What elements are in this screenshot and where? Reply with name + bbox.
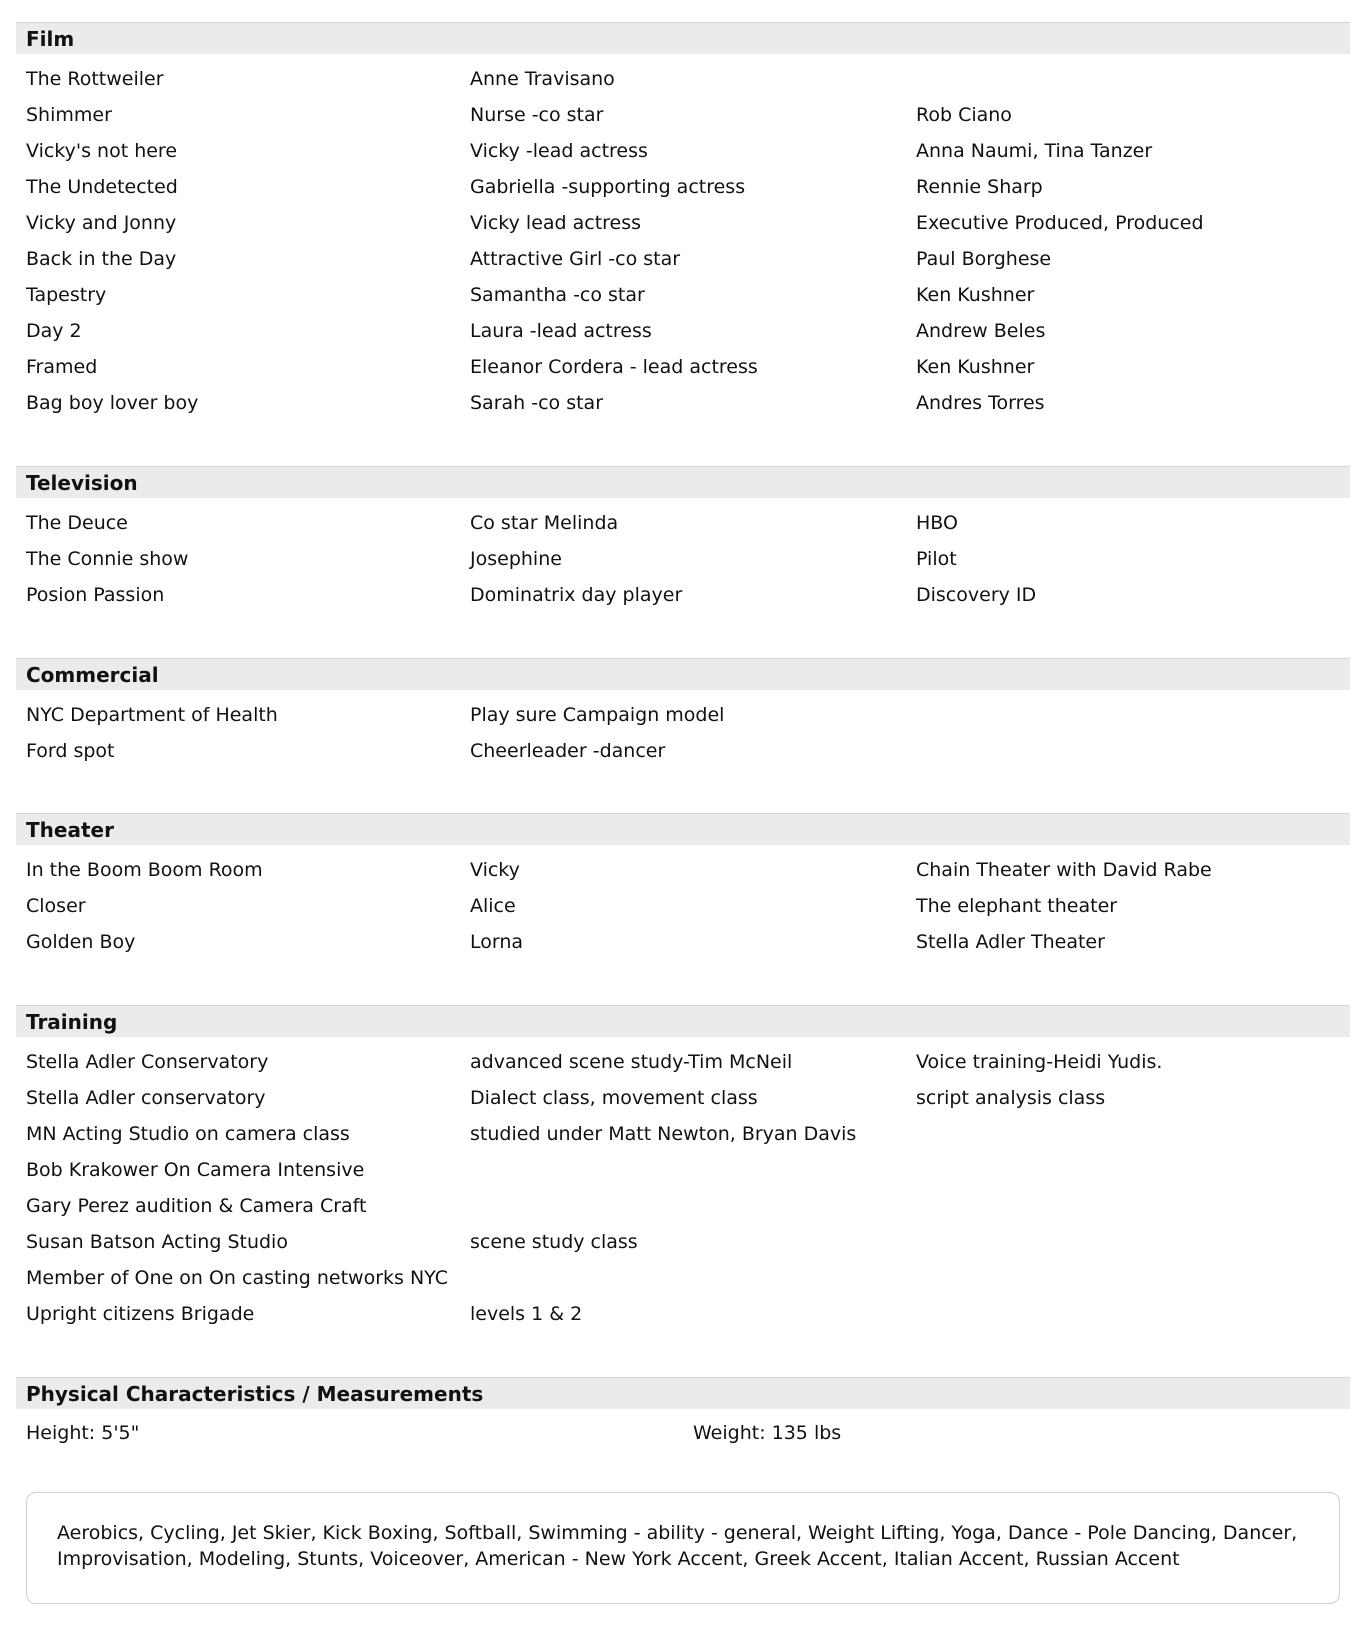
credit-row	[16, 317, 1350, 353]
credit-row	[16, 545, 1350, 581]
credit-row	[16, 1120, 1350, 1156]
commercial-section	[16, 658, 1350, 773]
credit-title: Tapestry	[26, 284, 107, 306]
credit-detail: Andres Torres	[916, 392, 1045, 414]
theater-section	[16, 813, 1350, 964]
credit-row	[16, 509, 1350, 545]
credits-list	[16, 690, 1350, 773]
credit-title: NYC Department of Health	[26, 704, 278, 726]
credit-row	[16, 353, 1350, 389]
credit-row	[16, 101, 1350, 137]
credit-role: Laura -lead actress	[470, 320, 652, 342]
credit-title: Stella Adler conservatory	[26, 1087, 266, 1109]
credit-detail: Chain Theater with David Rabe	[916, 859, 1212, 881]
credit-title: The Rottweiler	[26, 68, 164, 90]
credit-title: Framed	[26, 356, 98, 378]
section-header: Physical Characteristics / Measurements	[16, 1377, 1350, 1409]
credit-title: Bob Krakower On Camera Intensive	[26, 1159, 365, 1181]
credit-role: Vicky -lead actress	[470, 140, 648, 162]
credit-row	[16, 137, 1350, 173]
credit-title: Ford spot	[26, 740, 115, 762]
credit-detail: Ken Kushner	[916, 284, 1035, 306]
credit-role: levels 1 & 2	[470, 1303, 583, 1325]
credit-title: In the Boom Boom Room	[26, 859, 263, 881]
credit-title: Closer	[26, 895, 86, 917]
credit-role: scene study class	[470, 1231, 638, 1253]
television-section	[16, 466, 1350, 617]
credit-title: The Undetected	[26, 176, 178, 198]
credit-role: Vicky	[470, 859, 520, 881]
measurements-row	[16, 1419, 1350, 1455]
credit-detail: Rennie Sharp	[916, 176, 1043, 198]
credit-row	[16, 173, 1350, 209]
credit-detail: Discovery ID	[916, 584, 1037, 606]
credit-title: The Deuce	[26, 512, 128, 534]
credit-row	[16, 1048, 1350, 1084]
credit-title: Bag boy lover boy	[26, 392, 199, 414]
credit-role: Dominatrix day player	[470, 584, 683, 606]
credits-list	[16, 845, 1350, 964]
credit-title: Shimmer	[26, 104, 112, 126]
credits-list	[16, 1037, 1350, 1336]
film-section	[16, 22, 1350, 425]
credit-detail: Voice training-Heidi Yudis.	[916, 1051, 1163, 1073]
credit-row	[16, 1084, 1350, 1120]
credit-role: Eleanor Cordera - lead actress	[470, 356, 758, 378]
credit-row	[16, 856, 1350, 892]
credit-row	[16, 209, 1350, 245]
credit-title: Back in the Day	[26, 248, 177, 270]
credits-list	[16, 54, 1350, 425]
credit-detail: Anna Naumi, Tina Tanzer	[916, 140, 1153, 162]
credit-row	[16, 245, 1350, 281]
credit-row	[16, 581, 1350, 617]
section-header: Television	[16, 466, 1350, 498]
credit-role: Gabriella -supporting actress	[470, 176, 746, 198]
credit-title: The Connie show	[26, 548, 189, 570]
training-section	[16, 1005, 1350, 1336]
credit-detail: Ken Kushner	[916, 356, 1035, 378]
credit-row	[16, 389, 1350, 425]
credit-role: advanced scene study-Tim McNeil	[470, 1051, 793, 1073]
credit-title: MN Acting Studio on camera class	[26, 1123, 350, 1145]
credit-title: Vicky's not here	[26, 140, 178, 162]
credit-role: Play sure Campaign model	[470, 704, 725, 726]
credit-role: Samantha -co star	[470, 284, 645, 306]
credit-detail: The elephant theater	[916, 895, 1118, 917]
credit-role: Vicky lead actress	[470, 212, 642, 234]
credit-row	[16, 892, 1350, 928]
section-header: Theater	[16, 813, 1350, 845]
credit-role: Attractive Girl -co star	[470, 248, 681, 270]
credit-role: Anne Travisano	[470, 68, 615, 90]
section-header: Commercial	[16, 658, 1350, 690]
credit-row	[16, 1156, 1350, 1192]
credit-role: Sarah -co star	[470, 392, 604, 414]
credit-row	[16, 1192, 1350, 1228]
credit-row	[16, 701, 1350, 737]
credit-detail: script analysis class	[916, 1087, 1106, 1109]
section-header: Film	[16, 22, 1350, 54]
credit-detail: Paul Borghese	[916, 248, 1052, 270]
credit-row	[16, 928, 1350, 964]
credit-title: Susan Batson Acting Studio	[26, 1231, 288, 1253]
credit-title: Stella Adler Conservatory	[26, 1051, 269, 1073]
credit-row	[16, 1300, 1350, 1336]
credit-row	[16, 65, 1350, 101]
credit-role: studied under Matt Newton, Bryan Davis	[470, 1123, 857, 1145]
skills-box: Aerobics, Cycling, Jet Skier, Kick Boxing, Softball, Swimming - ability - general, Weight Lifting, Yoga, Dance - Pole Dancing, Dancer, Improvisation, Modeling, Stunts, Voiceover, American - New York Accent, Greek Accent, Italian Accent, Russian Accent	[26, 1492, 1340, 1604]
credit-row	[16, 737, 1350, 773]
credit-title: Day 2	[26, 320, 82, 342]
credit-detail: Stella Adler Theater	[916, 931, 1105, 953]
credit-role: Co star Melinda	[470, 512, 619, 534]
credit-title: Member of One on On casting networks NYC	[26, 1267, 449, 1289]
credit-role: Josephine	[470, 548, 562, 570]
credit-role: Alice	[470, 895, 516, 917]
height-value: Height: 5'5"	[26, 1422, 140, 1444]
credit-detail: Andrew Beles	[916, 320, 1046, 342]
credit-detail: HBO	[916, 512, 958, 534]
credit-detail: Executive Produced, Produced	[916, 212, 1204, 234]
credit-detail: Rob Ciano	[916, 104, 1012, 126]
credit-title: Vicky and Jonny	[26, 212, 177, 234]
weight-value: Weight: 135 lbs	[693, 1422, 842, 1444]
physical-section	[16, 1377, 1350, 1455]
credit-row	[16, 281, 1350, 317]
credit-title: Golden Boy	[26, 931, 136, 953]
credit-row	[16, 1264, 1350, 1300]
section-header: Training	[16, 1005, 1350, 1037]
credit-title: Gary Perez audition & Camera Craft	[26, 1195, 367, 1217]
credits-list	[16, 498, 1350, 617]
credit-detail: Pilot	[916, 548, 957, 570]
credit-title: Upright citizens Brigade	[26, 1303, 255, 1325]
credit-role: Nurse -co star	[470, 104, 604, 126]
credit-role: Cheerleader -dancer	[470, 740, 666, 762]
credit-role: Dialect class, movement class	[470, 1087, 758, 1109]
credit-title: Posion Passion	[26, 584, 165, 606]
credit-row	[16, 1228, 1350, 1264]
credit-role: Lorna	[470, 931, 524, 953]
